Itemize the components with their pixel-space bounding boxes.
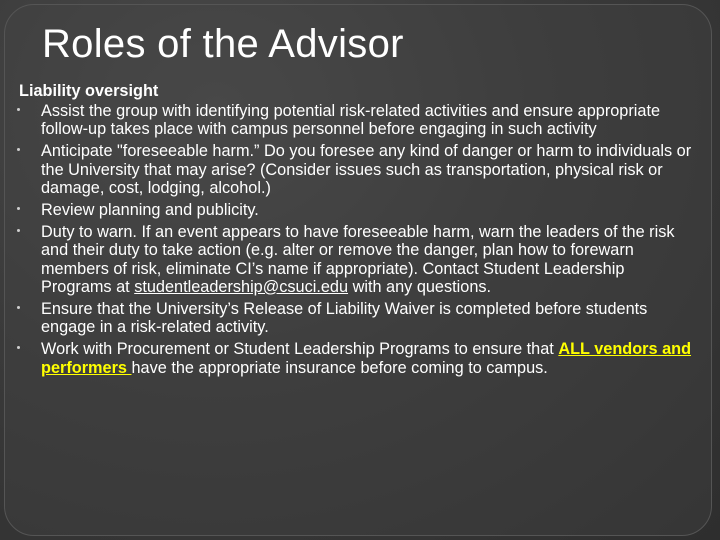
bullet-icon	[17, 346, 20, 349]
slide-title: Roles of the Advisor	[42, 22, 404, 66]
bullet-text-before: Duty to warn. If an event appears to have foreseeable harm, warn the leaders of the risk and their duty to take action (e.g. alter or remove the danger, plan how to forewarn members of risk, eliminate CI’s name if appropriate). Contact Student Leadership Programs at	[41, 223, 675, 296]
section-heading: Liability oversight	[19, 82, 159, 100]
email-link[interactable]: studentleadership@csuci.edu	[134, 277, 349, 296]
bullet-text: Ensure that the University’s Release of Liability Waiver is completed before students engage in a risk-related activity.	[41, 300, 648, 337]
bullet-icon	[17, 229, 20, 232]
bullet-item-duty-to-warn	[15, 223, 695, 296]
bullet-icon	[17, 207, 20, 210]
bullet-text: Assist the group with identifying potential risk-related activities and ensure appropriate follow-up takes place with campus personnel before engaging in such activity	[41, 102, 661, 139]
bullet-text-after: have the appropriate insurance before coming to campus.	[131, 358, 548, 377]
bullet-icon	[17, 108, 20, 111]
bullet-item-release-waiver	[15, 300, 695, 336]
highlight-text: ALL vendors and performers	[41, 340, 692, 377]
bullet-text: Anticipate "foreseeable harm.” Do you foresee any kind of danger or harm to individuals or the University that may arise? (Consider issues such as transportation, physical risk or damage, cost, lodging, alcohol.)	[41, 142, 692, 197]
bullet-item-review-planning	[15, 201, 695, 219]
bullet-icon	[17, 306, 20, 309]
bullet-text-after: with any questions.	[348, 277, 492, 296]
bullet-icon	[17, 148, 20, 151]
bullet-text: Review planning and publicity.	[41, 201, 259, 220]
bullet-item-foreseeable-harm	[15, 142, 695, 197]
bullet-text-before: Work with Procurement or Student Leadership Programs to ensure that	[41, 340, 559, 359]
bullet-list	[15, 102, 695, 377]
slide-content	[15, 80, 695, 381]
bullet-item-vendor-insurance	[15, 340, 695, 376]
bullet-item-identify-risk	[15, 102, 695, 138]
